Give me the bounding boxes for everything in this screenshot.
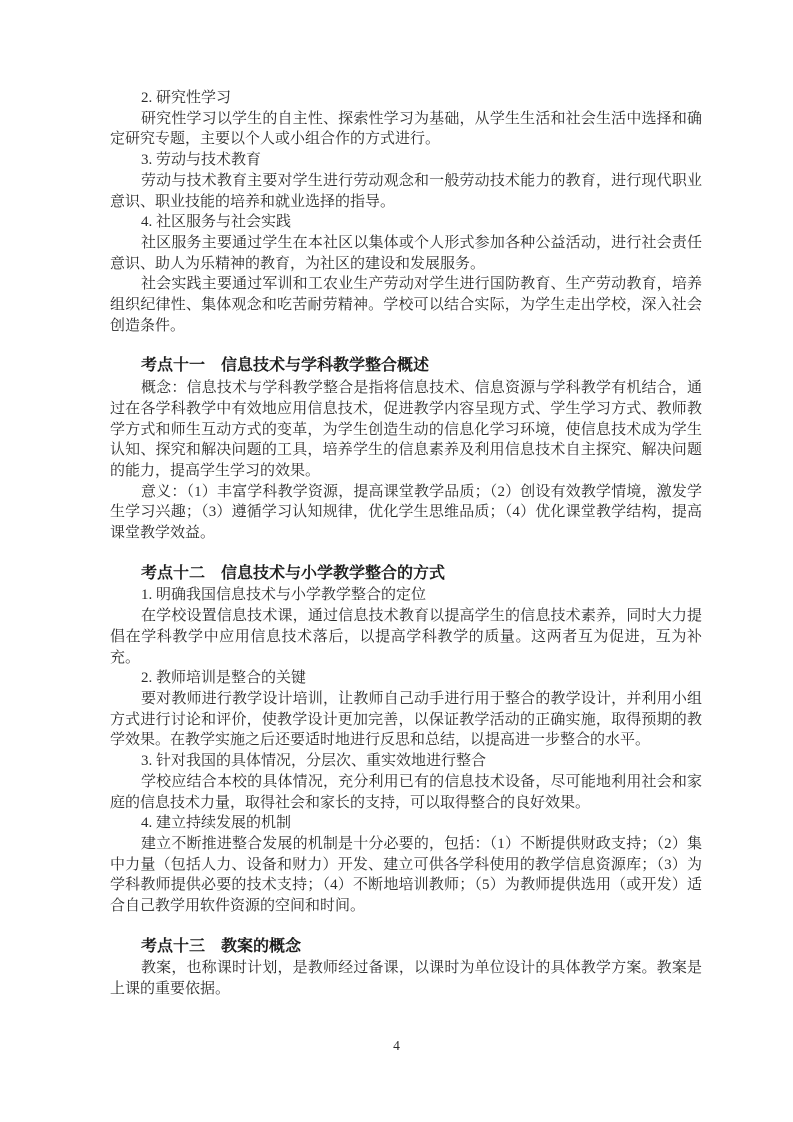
paragraph: 概念：信息技术与学科教学整合是指将信息技术、信息资源与学科教学有机结合，通过在各学科教学中有效地应用信息技术，促进教学内容呈现方式、学生学习方式、教师教学方式和师生互动方式的变革，为学生创造生动的信息化学习环境，使信息技术成为学生认知、探究和解决问题的工具，培养学生的信息素养及利用信息技术自主探究、解决问题的能力，提高学生学习的效果。 <box>110 380 702 479</box>
document-content <box>110 88 702 1000</box>
paragraph: 社区服务主要通过学生在本社区以集体或个人形式参加各种公益活动，进行社会责任意识、助人为乐精神的教育，为社区的建设和发展服务。 <box>110 234 702 272</box>
paragraph: 教案，也称课时计划，是教师经过备课，以课时为单位设计的具体教学方案。教案是上课的重要依据。 <box>110 960 702 998</box>
numbered-item: 4. 建立持续发展的机制 <box>141 815 292 832</box>
paragraph: 建立不断推进整合发展的机制是十分必要的，包括：（1）不断提供财政支持；（2）集中力量（包括人力、设备和财力）开发、建立可供各学科使用的教学信息资源库；（3）为学科教师提供必要的技术支持；（4）不断地培训教师；（5）为教师提供选用（或开发）适合自己教学用软件资源的空间和时间。 <box>110 835 702 915</box>
numbered-item: 3. 劳动与技术教育 <box>141 152 262 169</box>
paragraph: 劳动与技术教育主要对学生进行劳动观念和一般劳动技术能力的教育，进行现代职业意识、职业技能的培养和就业选择的指导。 <box>110 172 702 210</box>
section-heading: 考点十一 信息技术与学科教学整合概述 <box>141 357 430 375</box>
paragraph: 意义：（1）丰富学科教学资源，提高课堂教学品质；（2）创设有效教学情境，激发学生学习兴趣；（3）遵循学习认知规律，优化学生思维品质；（4）优化课堂教学结构，提高课堂教学效益。 <box>110 483 702 542</box>
numbered-item: 2. 研究性学习 <box>141 90 232 106</box>
section-heading: 考点十三 教案的概念 <box>141 937 302 955</box>
paragraph: 社会实践主要通过军训和工农业生产劳动对学生进行国防教育、生产劳动教育，培养组织纪律性、集体观念和吃苦耐劳精神。学校可以结合实际，为学生走出学校，深入社会创造条件。 <box>110 276 702 334</box>
numbered-item: 4. 社区服务与社会实践 <box>141 214 292 231</box>
numbered-item: 1. 明确我国信息技术与小学教学整合的定位 <box>141 587 427 604</box>
numbered-item: 3. 针对我国的具体情况，分层次、重实效地进行整合 <box>141 753 487 770</box>
paragraph: 学校应结合本校的具体情况，充分利用已有的信息技术设备，尽可能地利用社会和家庭的信息技术力量，取得社会和家长的支持，可以取得整合的良好效果。 <box>110 773 702 811</box>
paragraph: 要对教师进行教学设计培训，让教师自己动手进行用于整合的教学设计，并利用小组方式进行讨论和评价，使教学设计更加完善，以保证教学活动的正确实施，取得预期的教学效果。在教学实施之后还要适时地进行反思和总结，以提高进一步整合的水平。 <box>110 690 702 749</box>
numbered-item: 2. 教师培训是整合的关键 <box>141 670 307 687</box>
paragraph: 研究性学习以学生的自主性、探索性学习为基础，从学生生活和社会生活中选择和确定研究专题，主要以个人或小组合作的方式进行。 <box>110 110 702 148</box>
section-heading: 考点十二 信息技术与小学教学整合的方式 <box>141 564 446 582</box>
paragraph: 在学校设置信息技术课，通过信息技术教育以提高学生的信息技术素养，同时大力提倡在学科教学中应用信息技术落后，以提高学科教学的质量。这两者互为促进，互为补充。 <box>110 608 702 666</box>
page-number: 4 <box>393 1038 400 1053</box>
